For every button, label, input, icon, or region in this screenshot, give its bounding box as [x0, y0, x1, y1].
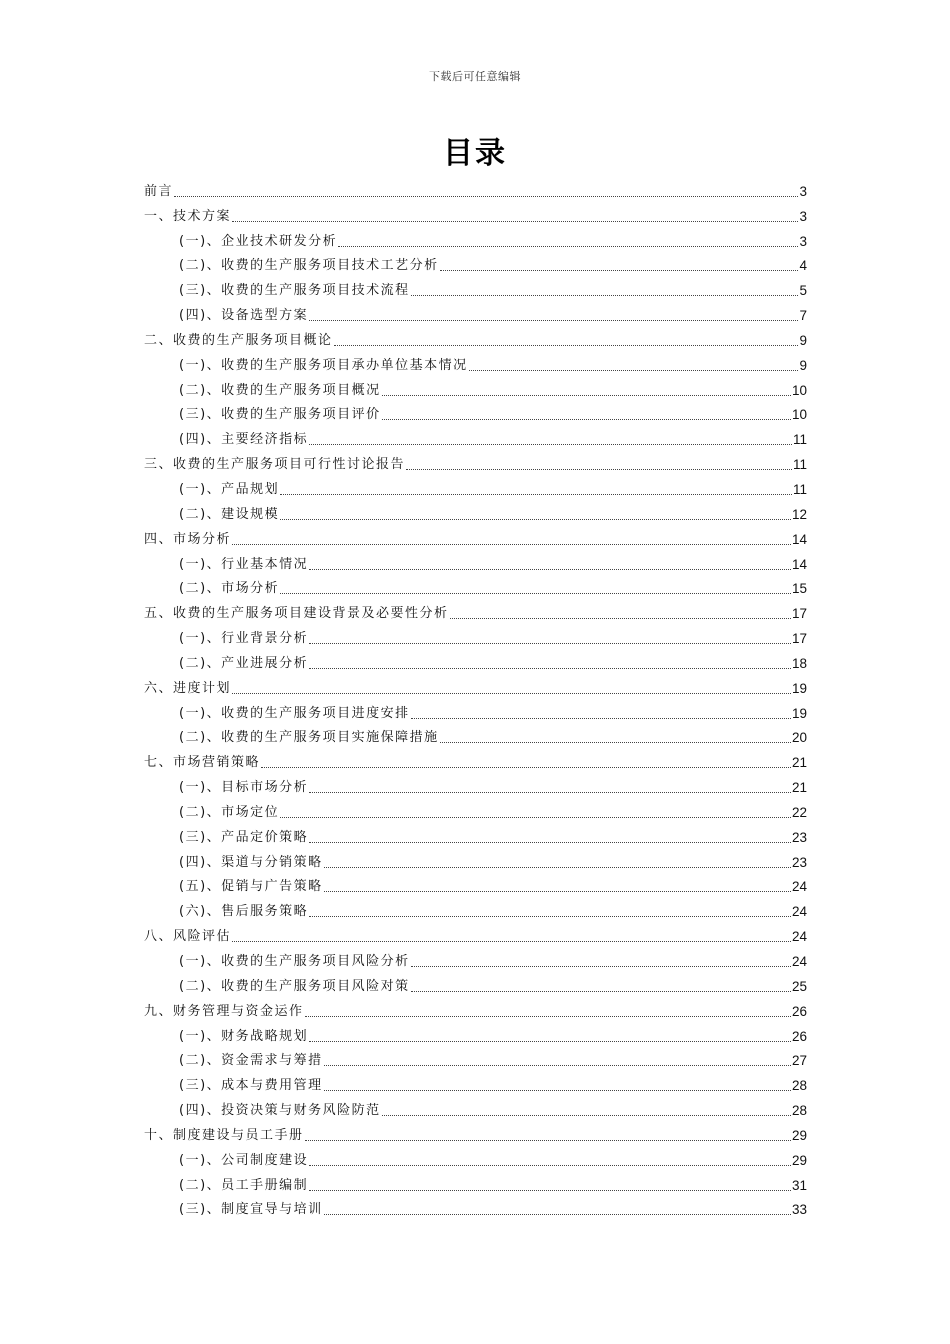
toc-entry[interactable] — [144, 1095, 807, 1120]
toc-dot-leader — [309, 667, 791, 669]
toc-entry-title: 八、风险评估 — [144, 929, 232, 945]
toc-entry-title: 三、收费的生产服务项目可行性讨论报告 — [144, 457, 406, 473]
toc-entry[interactable] — [144, 499, 807, 524]
toc-entry-title: (一)、公司制度建设 — [179, 1152, 309, 1168]
toc-entry[interactable] — [144, 1070, 807, 1095]
toc-entry-title: (三)、收费的生产服务项目技术流程 — [179, 283, 410, 299]
page-title: 目录 — [443, 136, 507, 171]
toc-entry[interactable] — [144, 673, 807, 698]
toc-dot-leader — [411, 965, 791, 967]
toc-entry[interactable] — [144, 1046, 807, 1071]
toc-dot-leader — [440, 269, 799, 271]
toc-page-number: 9 — [799, 357, 807, 373]
table-of-contents — [144, 176, 807, 1219]
toc-page-number: 23 — [791, 854, 807, 870]
toc-page-number: 28 — [791, 1078, 807, 1094]
toc-entry[interactable] — [144, 424, 807, 449]
toc-page-number: 12 — [791, 506, 807, 522]
toc-entry-title: (五)、促销与广告策略 — [179, 879, 323, 895]
toc-dot-leader — [305, 1015, 791, 1017]
toc-dot-leader — [324, 866, 791, 868]
toc-entry-title: (三)、产品定价策略 — [179, 829, 309, 845]
toc-dot-leader — [280, 592, 791, 594]
toc-entry-title: 九、财务管理与资金运作 — [144, 1003, 304, 1019]
toc-dot-leader — [309, 841, 791, 843]
toc-entry-title: (一)、行业背景分析 — [179, 631, 309, 647]
toc-entry-title: (一)、收费的生产服务项目进度安排 — [179, 705, 410, 721]
toc-page-number: 11 — [792, 481, 807, 497]
toc-entry-title: (一)、财务战略规划 — [179, 1028, 309, 1044]
toc-entry[interactable] — [144, 847, 807, 872]
toc-entry-title: (四)、渠道与分销策略 — [179, 854, 323, 870]
toc-entry-title: (一)、收费的生产服务项目风险分析 — [179, 954, 410, 969]
toc-page-number: 18 — [791, 655, 807, 671]
toc-entry-title: 五、收费的生产服务项目建设背景及必要性分析 — [144, 606, 449, 622]
toc-page-number: 31 — [791, 1177, 807, 1193]
toc-entry-title: (六)、售后服务策略 — [179, 904, 309, 920]
toc-entry-title: (二)、收费的生产服务项目技术工艺分析 — [179, 258, 439, 274]
toc-entry[interactable] — [144, 1145, 807, 1170]
toc-entry-title: (三)、收费的生产服务项目评价 — [179, 407, 381, 423]
toc-entry-title: (四)、设备选型方案 — [179, 308, 309, 324]
toc-dot-leader — [469, 369, 799, 371]
toc-page-number: 20 — [791, 730, 807, 746]
toc-entry-title: 四、市场分析 — [144, 531, 232, 547]
toc-dot-leader — [174, 195, 798, 197]
toc-entry[interactable] — [144, 549, 807, 574]
toc-page-number: 29 — [791, 1152, 807, 1168]
toc-page-number: 26 — [791, 1028, 807, 1044]
toc-dot-leader — [382, 394, 791, 396]
toc-page-number: 19 — [791, 705, 807, 721]
toc-dot-leader — [232, 692, 791, 694]
toc-entry-title: 七、市场营销策略 — [144, 755, 261, 771]
toc-entry-title: (三)、制度宣导与培训 — [179, 1202, 323, 1218]
toc-dot-leader — [411, 717, 791, 719]
toc-dot-leader — [261, 766, 791, 768]
toc-page-number: 24 — [791, 904, 807, 920]
toc-page-number: 17 — [791, 606, 807, 622]
toc-page-number: 5 — [799, 283, 807, 299]
toc-entry[interactable] — [144, 623, 807, 648]
toc-entry-title: (二)、建设规模 — [179, 506, 280, 522]
toc-page-number: 27 — [791, 1053, 807, 1069]
toc-entry[interactable] — [144, 723, 807, 748]
toc-entry-title: (二)、收费的生产服务项目概况 — [179, 382, 381, 398]
toc-entry-title: (一)、产品规划 — [179, 481, 280, 497]
toc-entry[interactable] — [144, 797, 807, 822]
toc-entry[interactable] — [144, 822, 807, 847]
toc-entry[interactable] — [144, 996, 807, 1021]
toc-entry-title: 一、技术方案 — [144, 208, 232, 224]
toc-dot-leader — [324, 1089, 791, 1091]
toc-dot-leader — [232, 220, 798, 222]
toc-entry[interactable] — [144, 251, 807, 276]
toc-entry-title: 六、进度计划 — [144, 680, 232, 696]
toc-page-number: 24 — [791, 879, 807, 895]
toc-dot-leader — [450, 617, 791, 619]
toc-page-number: 21 — [791, 780, 807, 796]
toc-page-number: 3 — [799, 208, 807, 224]
toc-entry-title: (二)、员工手册编制 — [179, 1177, 309, 1193]
toc-entry[interactable] — [144, 375, 807, 400]
toc-entry[interactable] — [144, 698, 807, 723]
toc-dot-leader — [280, 493, 792, 495]
toc-dot-leader — [309, 1164, 791, 1166]
toc-entry[interactable] — [144, 400, 807, 425]
toc-page-number: 15 — [791, 581, 807, 597]
toc-entry[interactable] — [144, 946, 807, 971]
toc-dot-leader — [411, 990, 791, 992]
toc-dot-leader — [324, 1213, 791, 1215]
toc-entry[interactable] — [144, 350, 807, 375]
toc-page-number: 4 — [799, 258, 807, 274]
toc-entry-title: (二)、产业进展分析 — [179, 655, 309, 671]
toc-dot-leader — [334, 344, 799, 346]
toc-page-number: 29 — [791, 1127, 807, 1143]
toc-entry[interactable] — [144, 921, 807, 946]
toc-dot-leader — [324, 890, 791, 892]
toc-entry[interactable] — [144, 772, 807, 797]
toc-page-number: 10 — [791, 382, 807, 398]
toc-entry-title: (三)、成本与费用管理 — [179, 1078, 323, 1094]
toc-entry[interactable] — [144, 1170, 807, 1195]
toc-dot-leader — [232, 543, 791, 545]
toc-entry[interactable] — [144, 1195, 807, 1220]
toc-entry[interactable] — [144, 1021, 807, 1046]
toc-entry-title: (一)、收费的生产服务项目承办单位基本情况 — [179, 357, 468, 373]
toc-dot-leader — [232, 940, 791, 942]
toc-page-number: 7 — [799, 308, 807, 324]
toc-entry[interactable] — [144, 598, 807, 623]
toc-entry[interactable] — [144, 201, 807, 226]
toc-page-number: 19 — [791, 680, 807, 696]
page-header: 下载后可任意编辑 — [429, 70, 521, 83]
toc-page-number: 33 — [791, 1202, 807, 1218]
toc-dot-leader — [324, 1064, 791, 1066]
toc-entry[interactable] — [144, 1120, 807, 1145]
toc-dot-leader — [305, 1139, 791, 1141]
toc-page-number: 24 — [791, 929, 807, 945]
toc-page-number: 17 — [791, 631, 807, 647]
toc-page-number: 11 — [792, 432, 807, 448]
toc-page-number: 28 — [791, 1103, 807, 1119]
toc-entry-title: (二)、收费的生产服务项目实施保障措施 — [179, 730, 439, 746]
toc-dot-leader — [309, 319, 798, 321]
toc-entry[interactable] — [144, 300, 807, 325]
toc-entry[interactable] — [144, 275, 807, 300]
toc-page-number: 14 — [791, 531, 807, 547]
toc-page-number: 23 — [791, 829, 807, 845]
toc-page-number: 3 — [799, 233, 807, 249]
toc-entry[interactable] — [144, 226, 807, 251]
toc-entry[interactable] — [144, 648, 807, 673]
toc-entry[interactable] — [144, 971, 807, 996]
toc-dot-leader — [309, 642, 791, 644]
toc-dot-leader — [382, 1114, 791, 1116]
toc-entry[interactable] — [144, 325, 807, 350]
toc-entry[interactable] — [144, 747, 807, 772]
toc-entry[interactable] — [144, 449, 807, 474]
toc-dot-leader — [280, 518, 791, 520]
toc-entry-title: (一)、行业基本情况 — [179, 556, 309, 572]
toc-page-number: 9 — [799, 332, 807, 348]
toc-entry-title: (一)、企业技术研发分析 — [179, 233, 338, 249]
toc-entry-title: (二)、收费的生产服务项目风险对策 — [179, 978, 410, 994]
toc-dot-leader — [309, 1040, 791, 1042]
toc-entry-title: (一)、目标市场分析 — [179, 780, 309, 796]
toc-page-number: 25 — [791, 978, 807, 994]
toc-entry-title: (四)、投资决策与财务风险防范 — [179, 1103, 381, 1119]
toc-entry-title: 前言 — [144, 183, 174, 199]
toc-dot-leader — [411, 294, 799, 296]
toc-dot-leader — [309, 791, 791, 793]
toc-page-number: 26 — [791, 1003, 807, 1019]
toc-page-number: 14 — [791, 556, 807, 572]
toc-page-number: 10 — [791, 407, 807, 423]
toc-dot-leader — [309, 1189, 791, 1191]
toc-dot-leader — [280, 816, 791, 818]
toc-page-number: 21 — [791, 755, 807, 771]
toc-entry-title: (四)、主要经济指标 — [179, 432, 309, 448]
toc-entry-title: (二)、市场定位 — [179, 804, 280, 820]
toc-entry-title: 十、制度建设与员工手册 — [144, 1127, 304, 1143]
toc-dot-leader — [309, 915, 791, 917]
toc-entry[interactable] — [144, 474, 807, 499]
toc-page-number: 22 — [791, 804, 807, 820]
toc-dot-leader — [338, 245, 798, 247]
toc-dot-leader — [309, 443, 792, 445]
toc-dot-leader — [309, 568, 791, 570]
toc-entry-title: 二、收费的生产服务项目概论 — [144, 332, 333, 348]
toc-page-number: 24 — [791, 954, 807, 969]
toc-dot-leader — [406, 468, 792, 470]
toc-entry-title: (二)、资金需求与筹措 — [179, 1053, 323, 1069]
toc-entry-title: (二)、市场分析 — [179, 581, 280, 597]
toc-page-number: 11 — [792, 457, 807, 473]
toc-entry[interactable] — [144, 574, 807, 599]
toc-dot-leader — [440, 741, 791, 743]
toc-dot-leader — [382, 418, 791, 420]
toc-entry[interactable] — [144, 896, 807, 921]
toc-page-number: 3 — [799, 183, 807, 199]
toc-entry[interactable] — [144, 176, 807, 201]
toc-entry[interactable] — [144, 524, 807, 549]
toc-entry[interactable] — [144, 872, 807, 897]
